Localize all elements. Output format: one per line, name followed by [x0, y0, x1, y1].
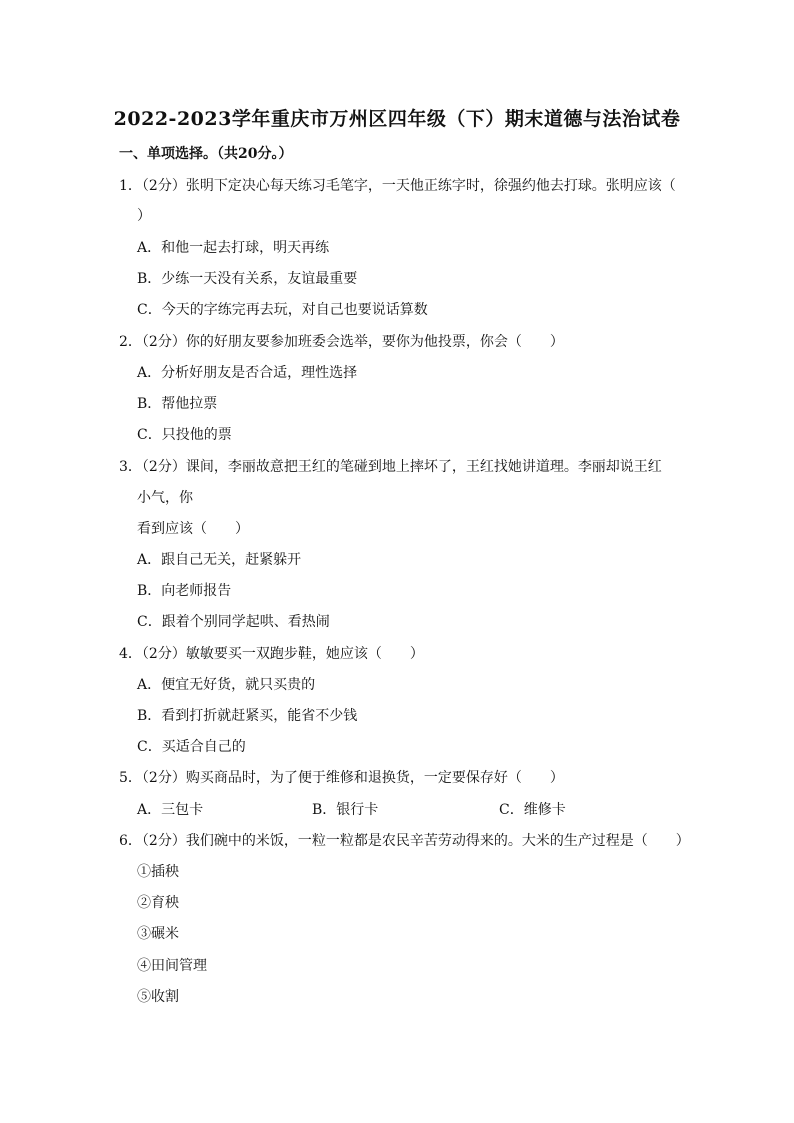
exam-title: 2022-2023学年重庆市万州区四年级（下）期末道德与法治试卷 [113, 108, 681, 130]
question-5-option-c: C．维修卡 [499, 802, 566, 818]
question-2-stem: 2．（2分）你的好朋友要参加班委会选举，要你为他投票，你会（ ） [119, 334, 564, 350]
question-1-option-a: A．和他一起去打球，明天再练 [137, 240, 330, 256]
question-3-stem-cont-2: 看到应该（ ） [137, 521, 249, 537]
question-5-stem: 5．（2分）购买商品时，为了便于维修和退换货，一定要保存好（ ） [119, 770, 564, 786]
question-5-options [137, 800, 587, 820]
question-6-stem: 6．（2分）我们碗中的米饭，一粒一粒都是农民辛苦劳动得来的。大米的生产过程是（ ） [119, 833, 690, 849]
question-4-option-c: C．买适合自己的 [137, 739, 246, 755]
question-6-item-3: ③碾米 [137, 926, 179, 942]
question-3-option-c: C．跟着个别同学起哄、看热闹 [137, 614, 330, 630]
question-5-option-a: A．三包卡 [137, 802, 204, 818]
question-3-option-a: A．跟自己无关，赶紧躲开 [137, 552, 302, 568]
question-3-stem: 3．（2分）课间，李丽故意把王红的笔碰到地上摔坏了，王红找她讲道理。李丽却说王红 [119, 459, 662, 475]
question-1-stem-cont: ） [137, 208, 151, 224]
section-heading: 一、单项选择。（共20分。） [119, 146, 293, 162]
question-5-option-b: B．银行卡 [312, 802, 379, 818]
question-6-item-1: ①插秧 [137, 864, 179, 880]
question-1-option-b: B．少练一天没有关系，友谊最重要 [137, 271, 358, 287]
question-2-option-a: A．分析好朋友是否合适，理性选择 [137, 365, 358, 381]
question-3-stem-cont-1: 小气，你 [137, 490, 193, 506]
question-4-stem: 4．（2分）敏敏要买一双跑步鞋，她应该（ ） [119, 646, 424, 662]
question-1-stem: 1．（2分）张明下定决心每天练习毛笔字，一天他正练字时，徐强约他去打球。张明应该（ [119, 178, 676, 194]
question-6-item-5: ⑤收割 [137, 989, 179, 1005]
question-6-item-2: ②育秧 [137, 895, 179, 911]
question-4-option-a: A．便宜无好货，就只买贵的 [137, 677, 316, 693]
question-3-option-b: B．向老师报告 [137, 583, 232, 599]
question-4-option-b: B．看到打折就赶紧买，能省不少钱 [137, 708, 358, 724]
question-1-option-c: C．今天的字练完再去玩，对自己也要说话算数 [137, 302, 428, 318]
question-2-option-b: B．帮他拉票 [137, 396, 218, 412]
question-6-item-4: ④田间管理 [137, 958, 207, 974]
question-2-option-c: C．只投他的票 [137, 427, 232, 443]
